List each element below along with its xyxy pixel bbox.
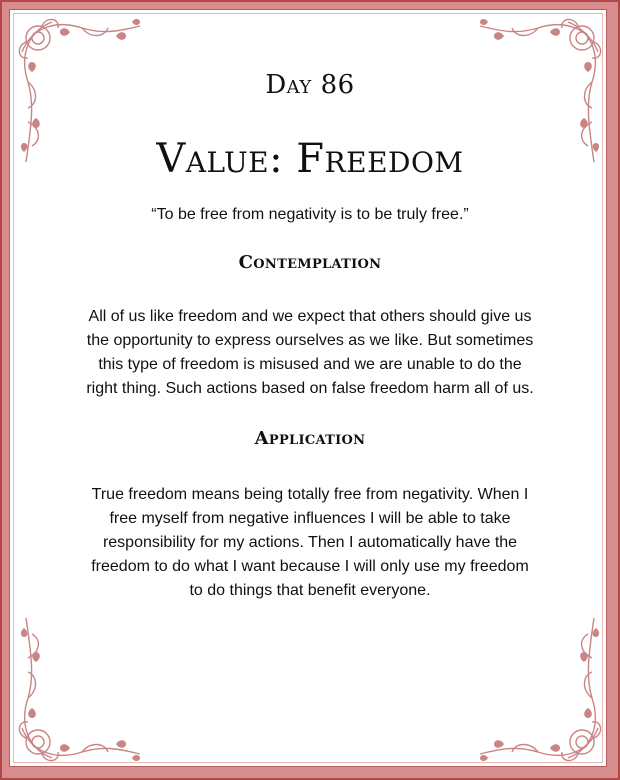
paragraph-line: freedom to do what I want because I will only use my freedom xyxy=(91,558,529,575)
quote: “To be free from negativity is to be truly free.” xyxy=(151,206,469,223)
paragraph-contemplation xyxy=(50,305,570,401)
section-heading-application: Application xyxy=(254,428,366,449)
paragraph-line: the opportunity to express ourselves as we like. But sometimes xyxy=(86,332,534,349)
paragraph-line: right thing. Such actions based on false freedom harm all of us. xyxy=(86,380,534,397)
page-title: Value: Freedom xyxy=(156,136,464,182)
section-heading-contemplation: Contemplation xyxy=(238,252,382,273)
paragraph-line: to do things that benefit everyone. xyxy=(189,582,431,599)
paragraph-line: All of us like freedom and we expect that others should give us xyxy=(88,308,532,325)
paragraph-application xyxy=(40,483,580,603)
paragraph-line: responsibility for my actions. Then I automatically have the xyxy=(102,534,518,551)
paragraph-line: free myself from negative influences I will be able to take xyxy=(109,510,511,527)
day-label: Day 86 xyxy=(265,70,355,100)
corner-ornament-bottom-right xyxy=(468,608,608,768)
paragraph-line: True freedom means being totally free from negativity. When I xyxy=(91,486,529,503)
corner-ornament-bottom-left xyxy=(12,608,152,768)
paragraph-line: this type of freedom is misused and we are unable to do the xyxy=(98,356,522,373)
